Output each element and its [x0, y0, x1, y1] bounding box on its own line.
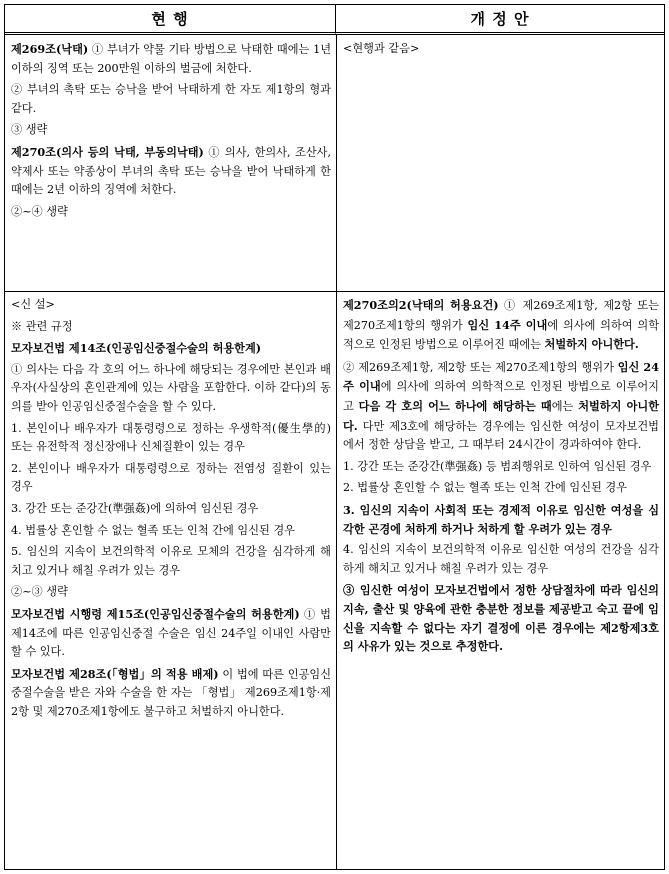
- art270-paragraph-2-4: ②~④ 생략: [11, 204, 68, 218]
- mch-decree15-p1: ① 법 제14조에 따른 인공임신중절 수술은 임신 24주일 이내인 사람만 할 수 있다.: [11, 607, 331, 659]
- mch28-body: 이 법에 따른 인공임신중절수술을 받은 자와 수술을 한 자는 「형법」 제269조제1항·제2항 및 제270조제1항에도 불구하고 처벌하지 아니한다.: [11, 667, 331, 718]
- amend-p2-bold-24weeks: 임신 24주 이내: [343, 359, 659, 394]
- header-amendment: 개 정 안: [336, 5, 664, 35]
- amend-p2-bold-any-item: 다음 각 호의 어느 하나에 해당하는 때: [358, 398, 552, 413]
- mch-decree15-title: 모자보건법 시행령 제15조(인공임신중절수술의 허용한계): [11, 606, 300, 621]
- mch14-paragraph-1: ① 의사는 다음 각 호의 어느 하나에 해당되는 경우에만 본인과 배우자(사실상의 혼인관계에 있는 사람을 포함한다. 이하 같다)의 동의를 받아 인공임신중절수술을 할 수 있다.: [11, 362, 331, 413]
- amend-item-4: 4. 임신의 지속이 보건의학적 이유로 임신한 여성의 건강을 심각하게 해치고 있거나 해칠 우려가 있는 경우: [343, 543, 659, 575]
- art269-paragraph-2: ② 부녀의 촉탁 또는 승낙을 받어 낙태하게 한 자도 제1항의 형과 같다.: [11, 83, 331, 115]
- mch28: [11, 665, 331, 722]
- amend-p1-bold-14weeks: 임신 14주 이내: [467, 317, 548, 332]
- new-label: <신 설>: [11, 298, 55, 311]
- art269-paragraph-3: ③ 생략: [11, 123, 48, 137]
- amendment-article-cell: [337, 292, 664, 869]
- amend-paragraph-1: [343, 296, 659, 355]
- amend-p2-text-3: 에는: [551, 399, 579, 413]
- related-label: ※ 관련 규정: [11, 319, 73, 333]
- same-as-current-note: <현행과 같음>: [343, 42, 420, 55]
- art270-p1: ① 의사, 한의사, 조산사, 약제사 또는 약종상이 부녀의 촉탁 또는 승낙을 받어 낙태하게 한 때에는 2년 이하의 징역에 처한다.: [11, 145, 332, 197]
- amend-p2-bold-not-punished: 처벌하지 아니한다.: [343, 398, 660, 433]
- mch-decree15: [11, 605, 331, 662]
- mch14-paragraph-2-3: ②~③ 생략: [11, 585, 68, 599]
- art269-title: 제269조(낙태): [11, 42, 89, 56]
- amend-item-2: 2. 법률상 혼인할 수 없는 혈족 또는 인척 간에 임신된 경우: [343, 481, 627, 495]
- amend-p2-proviso: 다만 제3호에 해당하는 경우에는 임신한 여성이 모자보건법에서 정한 상담을 받고, 그 때부터 24시간이 경과하여야 한다.: [343, 419, 659, 452]
- comparison-table: [4, 4, 665, 870]
- mch14-item-2: 2. 본인이나 배우자가 대통령령으로 정하는 전염성 질환이 있는 경우: [11, 461, 331, 494]
- art269-paragraph-1: [11, 40, 331, 78]
- amend-p1-bold-not-punished: 처벌하지 아니한다.: [544, 337, 639, 352]
- mch14-title: 모자보건법 제14조(인공임신중절수술의 허용한계): [11, 341, 262, 356]
- header-current: 현 행: [5, 5, 336, 35]
- amend-p1-text: ① 제269조제1항, 제2항 또는 제270조제1항의 행위가: [343, 299, 659, 332]
- amendment-same-cell: [337, 36, 664, 291]
- art270-paragraph-1: [11, 143, 331, 200]
- amend-item-3: 3. 임신의 지속이 사회적 또는 경제적 이유로 임신한 여성을 심각한 곤경에 처하게 하거나 처하게 할 우려가 있는 경우: [343, 502, 659, 536]
- related-provisions-cell: [5, 292, 336, 869]
- amend-title: 제270조의2(낙태의 허용요건): [343, 298, 499, 312]
- mch14-item-1: 1. 본인이나 배우자가 대통령령으로 정하는 우생학적(優生學的) 또는 유전학적 정신장애나 신체질환이 있는 경우: [11, 421, 331, 454]
- art269-p1: ① 부녀가 약물 기타 방법으로 낙태한 때에는 1년 이하의 징역 또는 200만원 이하의 벌금에 처한다.: [11, 43, 331, 75]
- amend-p2-text: ② 제269조제1항, 제2항 또는 제270조제1항의 행위가: [343, 360, 618, 374]
- amend-p2-text-2: 에 의사에 의하여 의학적으로 인정된 방법으로 이루어지고: [343, 380, 659, 413]
- amend-paragraph-2: [343, 358, 659, 455]
- amend-p1-text-2: 에 의사에 의하여 의학적으로 인정된 방법으로 이루어진 때에는: [343, 318, 659, 352]
- amend-item-1: 1. 강간 또는 준강간(準强姦) 등 범죄행위로 인하여 임신된 경우: [343, 459, 652, 473]
- current-articles-cell: [5, 36, 336, 291]
- art270-title: 제270조(의사 등의 낙태, 부동의낙태): [11, 144, 204, 159]
- mch14-item-4: 4. 법률상 혼인할 수 없는 혈족 또는 인척 간에 임신된 경우: [11, 523, 295, 537]
- mch14-item-5: 5. 임신의 지속이 보건의학적 이유로 모체의 건강을 심각하게 해치고 있거나 해칠 우려가 있는 경우: [11, 545, 331, 577]
- mch14-item-3: 3. 강간 또는 준강간(準强姦)에 의하여 임신된 경우: [11, 501, 259, 515]
- mch28-title: 모자보건법 제28조(「형법」의 적용 배제): [11, 666, 219, 681]
- amend-paragraph-3: ③ 임신한 여성이 모자보건법에서 정한 상담절차에 따라 임신의 지속, 출산 및 양육에 관한 충분한 정보를 제공받고 숙고 끝에 임신을 지속할 수 없다는 자기 결정에 이른 경우에는 제2항제3호의 사유가 있는 것으로 추정한다.: [343, 583, 659, 654]
